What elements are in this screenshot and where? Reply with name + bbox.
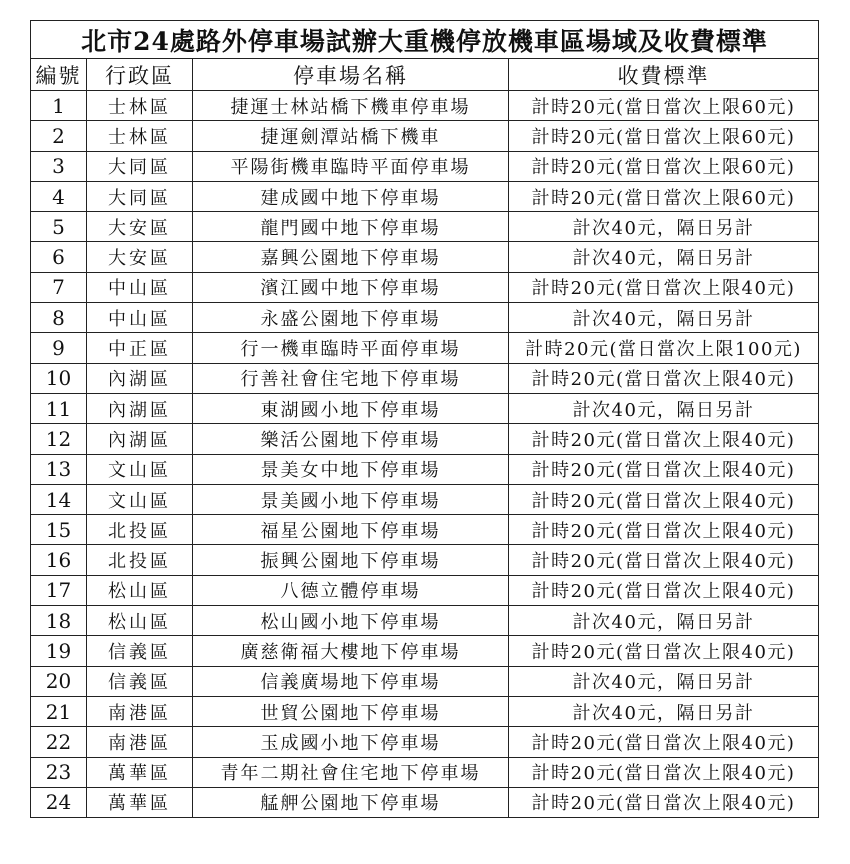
table-row: [31, 484, 819, 514]
row-fee: 計時20元(當日當次上限40元): [509, 484, 819, 514]
row-parking-name: 景美國小地下停車場: [193, 484, 509, 514]
row-fee: 計次40元，隔日另計: [509, 666, 819, 696]
row-parking-name: 艋舺公園地下停車場: [193, 787, 509, 817]
title-row: [31, 21, 819, 59]
row-fee: 計時20元(當日當次上限40元): [509, 727, 819, 757]
row-number: 21: [31, 696, 87, 726]
row-number: 1: [31, 91, 87, 121]
table-row: [31, 454, 819, 484]
row-parking-name: 東湖國小地下停車場: [193, 393, 509, 423]
row-fee: 計時20元(當日當次上限40元): [509, 272, 819, 302]
row-number: 6: [31, 242, 87, 272]
row-parking-name: 捷運士林站橋下機車停車場: [193, 91, 509, 121]
row-district: 文山區: [87, 454, 193, 484]
row-parking-name: 龍門國中地下停車場: [193, 212, 509, 242]
header-no: 編號: [31, 59, 87, 91]
row-district: 大同區: [87, 151, 193, 181]
row-number: 4: [31, 181, 87, 211]
row-fee: 計時20元(當日當次上限40元): [509, 515, 819, 545]
row-district: 文山區: [87, 484, 193, 514]
row-fee: 計次40元，隔日另計: [509, 212, 819, 242]
table-title: 北市24處路外停車場試辦大重機停放機車區場域及收費標準: [31, 21, 819, 59]
row-district: 松山區: [87, 606, 193, 636]
row-parking-name: 捷運劍潭站橋下機車: [193, 121, 509, 151]
row-number: 9: [31, 333, 87, 363]
row-parking-name: 行善社會住宅地下停車場: [193, 363, 509, 393]
row-fee: 計時20元(當日當次上限40元): [509, 757, 819, 787]
table-row: [31, 151, 819, 181]
table-row: [31, 636, 819, 666]
row-parking-name: 嘉興公園地下停車場: [193, 242, 509, 272]
table-row: [31, 575, 819, 605]
row-fee: 計時20元(當日當次上限100元): [509, 333, 819, 363]
table-row: [31, 787, 819, 817]
row-fee: 計時20元(當日當次上限60元): [509, 121, 819, 151]
row-parking-name: 廣慈衛福大樓地下停車場: [193, 636, 509, 666]
row-parking-name: 世貿公園地下停車場: [193, 696, 509, 726]
row-number: 17: [31, 575, 87, 605]
row-number: 10: [31, 363, 87, 393]
table-body: [31, 91, 819, 818]
table-row: [31, 242, 819, 272]
row-number: 15: [31, 515, 87, 545]
table-row: [31, 545, 819, 575]
table-row: [31, 757, 819, 787]
row-fee: 計時20元(當日當次上限40元): [509, 787, 819, 817]
row-parking-name: 青年二期社會住宅地下停車場: [193, 757, 509, 787]
row-parking-name: 玉成國小地下停車場: [193, 727, 509, 757]
row-parking-name: 平陽街機車臨時平面停車場: [193, 151, 509, 181]
row-district: 大同區: [87, 181, 193, 211]
row-number: 12: [31, 424, 87, 454]
table-row: [31, 515, 819, 545]
row-district: 內湖區: [87, 393, 193, 423]
row-district: 中山區: [87, 303, 193, 333]
row-parking-name: 永盛公園地下停車場: [193, 303, 509, 333]
row-number: 3: [31, 151, 87, 181]
table-row: [31, 727, 819, 757]
row-district: 北投區: [87, 515, 193, 545]
table-row: [31, 181, 819, 211]
table-row: [31, 212, 819, 242]
row-fee: 計時20元(當日當次上限60元): [509, 91, 819, 121]
row-number: 20: [31, 666, 87, 696]
row-district: 中山區: [87, 272, 193, 302]
row-district: 士林區: [87, 121, 193, 151]
header-name: 停車場名稱: [193, 59, 509, 91]
row-parking-name: 濱江國中地下停車場: [193, 272, 509, 302]
row-parking-name: 松山國小地下停車場: [193, 606, 509, 636]
row-fee: 計時20元(當日當次上限40元): [509, 545, 819, 575]
row-number: 23: [31, 757, 87, 787]
table-row: [31, 333, 819, 363]
row-district: 南港區: [87, 727, 193, 757]
table-row: [31, 696, 819, 726]
row-number: 7: [31, 272, 87, 302]
row-fee: 計次40元，隔日另計: [509, 303, 819, 333]
header-row: [31, 59, 819, 91]
row-parking-name: 樂活公園地下停車場: [193, 424, 509, 454]
row-district: 大安區: [87, 212, 193, 242]
row-parking-name: 八德立體停車場: [193, 575, 509, 605]
row-district: 內湖區: [87, 363, 193, 393]
row-fee: 計時20元(當日當次上限60元): [509, 181, 819, 211]
row-parking-name: 景美女中地下停車場: [193, 454, 509, 484]
row-fee: 計次40元，隔日另計: [509, 393, 819, 423]
table-row: [31, 363, 819, 393]
row-district: 信義區: [87, 666, 193, 696]
row-fee: 計時20元(當日當次上限40元): [509, 363, 819, 393]
row-number: 5: [31, 212, 87, 242]
row-district: 松山區: [87, 575, 193, 605]
row-parking-name: 福星公園地下停車場: [193, 515, 509, 545]
row-fee: 計次40元，隔日另計: [509, 242, 819, 272]
row-parking-name: 信義廣場地下停車場: [193, 666, 509, 696]
row-parking-name: 行一機車臨時平面停車場: [193, 333, 509, 363]
row-district: 萬華區: [87, 787, 193, 817]
row-number: 19: [31, 636, 87, 666]
row-district: 信義區: [87, 636, 193, 666]
table-row: [31, 424, 819, 454]
row-fee: 計次40元，隔日另計: [509, 696, 819, 726]
row-district: 內湖區: [87, 424, 193, 454]
row-number: 24: [31, 787, 87, 817]
row-district: 中正區: [87, 333, 193, 363]
table-row: [31, 272, 819, 302]
row-fee: 計時20元(當日當次上限40元): [509, 636, 819, 666]
table-row: [31, 303, 819, 333]
row-district: 大安區: [87, 242, 193, 272]
row-number: 22: [31, 727, 87, 757]
header-fee: 收費標準: [509, 59, 819, 91]
parking-fee-table: [30, 20, 819, 818]
header-district: 行政區: [87, 59, 193, 91]
row-district: 南港區: [87, 696, 193, 726]
table-row: [31, 393, 819, 423]
table-row: [31, 121, 819, 151]
row-fee: 計時20元(當日當次上限40元): [509, 454, 819, 484]
row-number: 16: [31, 545, 87, 575]
row-fee: 計時20元(當日當次上限40元): [509, 424, 819, 454]
row-number: 2: [31, 121, 87, 151]
row-district: 士林區: [87, 91, 193, 121]
row-district: 萬華區: [87, 757, 193, 787]
row-number: 18: [31, 606, 87, 636]
table-row: [31, 606, 819, 636]
row-fee: 計時20元(當日當次上限40元): [509, 575, 819, 605]
row-fee: 計時20元(當日當次上限60元): [509, 151, 819, 181]
table-row: [31, 666, 819, 696]
parking-fee-document: [30, 20, 819, 818]
row-parking-name: 建成國中地下停車場: [193, 181, 509, 211]
row-number: 8: [31, 303, 87, 333]
row-number: 11: [31, 393, 87, 423]
row-parking-name: 振興公園地下停車場: [193, 545, 509, 575]
row-number: 13: [31, 454, 87, 484]
row-fee: 計次40元，隔日另計: [509, 606, 819, 636]
table-row: [31, 91, 819, 121]
row-district: 北投區: [87, 545, 193, 575]
row-number: 14: [31, 484, 87, 514]
